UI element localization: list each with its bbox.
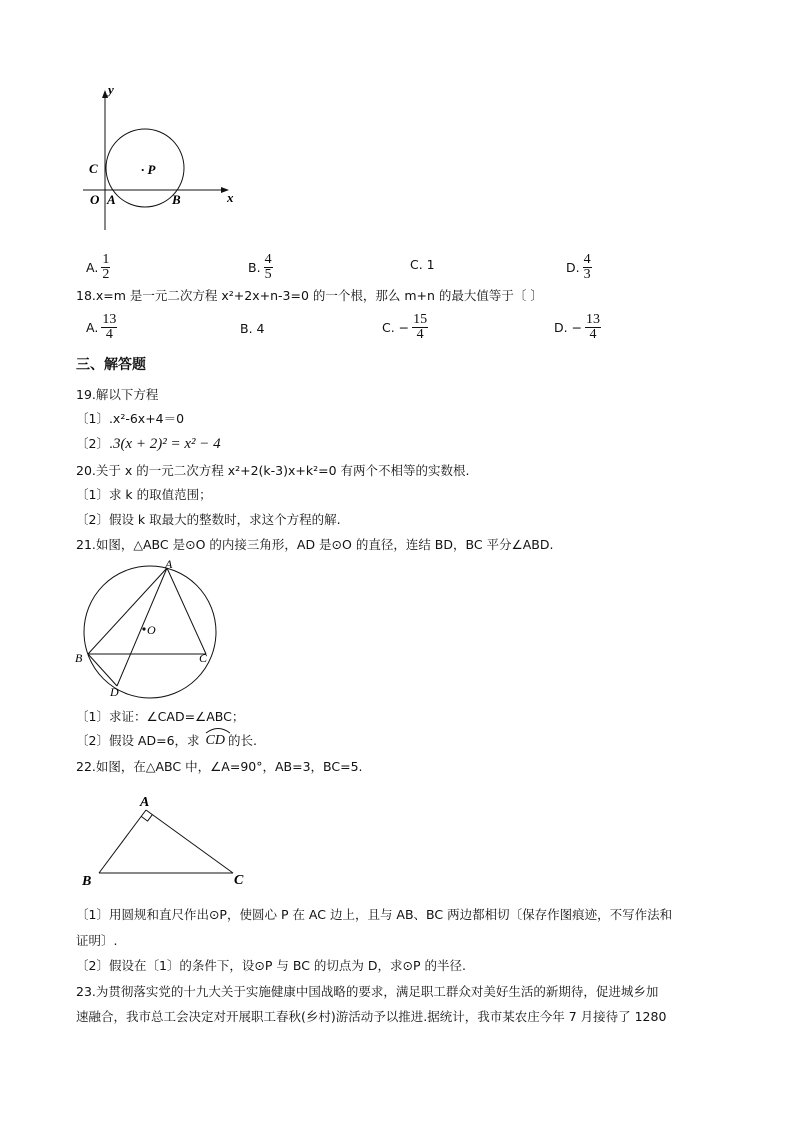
equation: 3(x + 2)² = x² − 4 <box>112 436 221 452</box>
q18-option-b: B. 4 <box>240 321 265 336</box>
q22-part1-line2: 证明〕. <box>76 933 118 948</box>
option-prefix: B. <box>248 259 261 275</box>
segment-ac <box>146 810 233 873</box>
q18-option-c <box>382 313 428 342</box>
label-c: C <box>89 161 98 176</box>
fraction <box>101 253 110 282</box>
q21-title: 21.如图，△ABC 是⊙O 的内接三角形，AD 是⊙O 的直径，连结 BD，BC 平分∠ABD. <box>76 537 554 552</box>
denominator: 2 <box>102 267 110 282</box>
label-b: B <box>75 651 83 665</box>
arc-cd <box>206 732 225 750</box>
segment-ac <box>167 568 206 654</box>
q18-option-a <box>86 313 117 342</box>
figure-21-inscribed-triangle <box>72 558 222 702</box>
q20-title: 20.关于 x 的一元二次方程 x²+2(k-3)x+k²=0 有两个不相等的实数根. <box>76 463 470 478</box>
q18-option-d <box>554 313 601 342</box>
q19-part2 <box>76 435 221 453</box>
denominator: 3 <box>583 267 591 282</box>
option-prefix: D. <box>566 259 580 275</box>
option-prefix: D. − <box>554 319 583 335</box>
q18-stem: 18.x=m 是一元二次方程 x²+2x+n-3=0 的一个根，那么 m+n 的最大值等于〔 〕 <box>76 288 543 303</box>
fraction <box>585 313 601 342</box>
label-a: A <box>165 558 173 571</box>
q22-part2: 〔2〕假设在〔1〕的条件下，设⊙P 与 BC 的切点为 D，求⊙P 的半径. <box>76 958 466 973</box>
label-c: C <box>234 873 244 888</box>
fraction <box>412 313 428 342</box>
q23-line2: 速融合，我市总工会决定对开展职工春秋(乡村)游活动予以推进.据统计，我市某农庄今年 7 月接待了 1280 <box>76 1009 667 1024</box>
label-a: A <box>107 192 116 207</box>
numerator: 15 <box>413 312 428 327</box>
label-b: B <box>172 192 181 207</box>
q19-title: 19.解以下方程 <box>76 387 159 402</box>
label-o: O <box>147 623 156 637</box>
option-prefix: C. − <box>382 319 410 335</box>
right-angle-icon <box>141 815 152 822</box>
section-heading: 三、解答题 <box>76 357 146 373</box>
fraction <box>101 313 117 342</box>
arc-label: CD <box>205 733 225 748</box>
label-x: x <box>227 190 234 205</box>
numerator: 1 <box>102 252 110 267</box>
denominator: 4 <box>416 327 424 342</box>
label-b: B <box>82 874 92 889</box>
q21-part1: 〔1〕求证：∠CAD=∠ABC； <box>76 709 245 724</box>
option-prefix: A. <box>86 259 99 275</box>
numerator: 13 <box>102 312 117 327</box>
numerator: 13 <box>586 312 601 327</box>
q17-option-a <box>86 253 110 282</box>
segment-ab <box>99 810 146 873</box>
q17-option-b <box>248 253 273 282</box>
q22-title: 22.如图，在△ABC 中，∠A=90°，AB=3，BC=5. <box>76 759 363 774</box>
option-prefix: A. <box>86 319 99 335</box>
segment-ad <box>117 568 167 686</box>
denominator: 4 <box>105 327 113 342</box>
q22-part1-line1: 〔1〕用圆规和直尺作出⊙P，使圆心 P 在 AC 边上，且与 AB、BC 两边都相切〔保存作图痕迹，不写作法和 <box>76 907 673 922</box>
label-o: O <box>90 192 100 207</box>
q20-part1: 〔1〕求 k 的取值范围； <box>76 487 212 502</box>
label-p: · P <box>141 162 156 177</box>
segment-ab <box>88 568 167 654</box>
arc-mark-icon <box>205 726 231 734</box>
segment-bd <box>88 654 117 686</box>
numerator: 4 <box>583 252 591 267</box>
part-prefix: 〔2〕. <box>76 436 113 451</box>
center-dot <box>142 627 145 630</box>
denominator: 5 <box>264 267 272 282</box>
part-suffix: 的长. <box>227 733 257 748</box>
fraction <box>264 253 273 282</box>
q19-part1: 〔1〕.x²-6x+4＝0 <box>76 411 185 426</box>
q20-part2: 〔2〕假设 k 取最大的整数时，求这个方程的解. <box>76 512 341 527</box>
label-c: C <box>199 651 208 665</box>
figure-17-coordinate-circle <box>75 80 245 240</box>
q21-part2 <box>76 732 257 750</box>
q17-option-d <box>566 253 592 282</box>
numerator: 4 <box>264 252 272 267</box>
label-a: A <box>140 795 150 810</box>
q17-option-c: C. 1 <box>410 257 435 272</box>
figure-22-right-triangle <box>78 790 258 892</box>
q23-line1: 23.为贯彻落实党的十九大关于实施健康中国战略的要求，满足职工群众对美好生活的新期待，促进城乡加 <box>76 984 659 999</box>
fraction <box>583 253 592 282</box>
part-prefix: 〔2〕假设 AD=6，求 <box>76 733 200 748</box>
label-d: D <box>110 685 119 699</box>
label-y: y <box>108 82 114 97</box>
denominator: 4 <box>589 327 597 342</box>
